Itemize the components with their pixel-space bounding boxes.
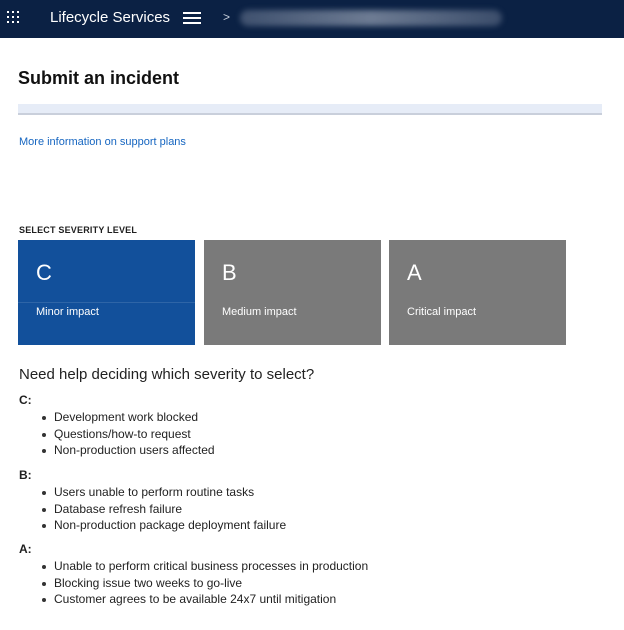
severity-tile-b[interactable] <box>204 240 381 345</box>
app-title[interactable]: Lifecycle Services <box>50 9 171 26</box>
severity-group-label-a: A: <box>19 542 32 556</box>
support-plans-link[interactable]: More information on support plans <box>19 136 186 148</box>
list-item: Development work blocked <box>42 409 215 426</box>
page-title: Submit an incident <box>18 68 180 88</box>
severity-caption: Critical impact <box>407 306 477 318</box>
list-item: Blocking issue two weeks to go-live <box>42 575 368 592</box>
severity-caption: Minor impact <box>36 306 99 318</box>
severity-tile-a[interactable] <box>389 240 566 345</box>
hamburger-menu-icon[interactable] <box>183 12 201 24</box>
severity-heading: SELECT SEVERITY LEVEL <box>19 225 138 235</box>
severity-a-criteria-list <box>42 558 368 608</box>
list-item: Questions/how-to request <box>42 426 215 443</box>
severity-b-criteria-list <box>42 484 286 534</box>
breadcrumb-separator: > <box>223 10 231 24</box>
list-item: Unable to perform critical business processes in production <box>42 558 368 575</box>
info-banner <box>18 104 602 115</box>
list-item: Non-production users affected <box>42 442 215 459</box>
tile-divider <box>18 302 195 303</box>
severity-letter: B <box>222 260 237 285</box>
list-item: Users unable to perform routine tasks <box>42 484 286 501</box>
list-item: Customer agrees to be available 24x7 until mitigation <box>42 591 368 608</box>
list-item: Non-production package deployment failure <box>42 517 286 534</box>
list-item: Database refresh failure <box>42 501 286 518</box>
top-navigation-bar <box>0 0 624 38</box>
breadcrumb-project-redacted[interactable] <box>240 10 502 26</box>
severity-group-label-b: B: <box>19 468 32 482</box>
severity-letter: A <box>407 260 422 285</box>
severity-letter: C <box>36 260 52 285</box>
severity-caption: Medium impact <box>222 306 297 318</box>
app-launcher-waffle-icon[interactable] <box>7 11 21 25</box>
severity-group-label-c: C: <box>19 393 32 407</box>
help-heading: Need help deciding which severity to select? <box>19 366 315 383</box>
severity-c-criteria-list <box>42 409 215 459</box>
severity-tile-c[interactable] <box>18 240 195 345</box>
